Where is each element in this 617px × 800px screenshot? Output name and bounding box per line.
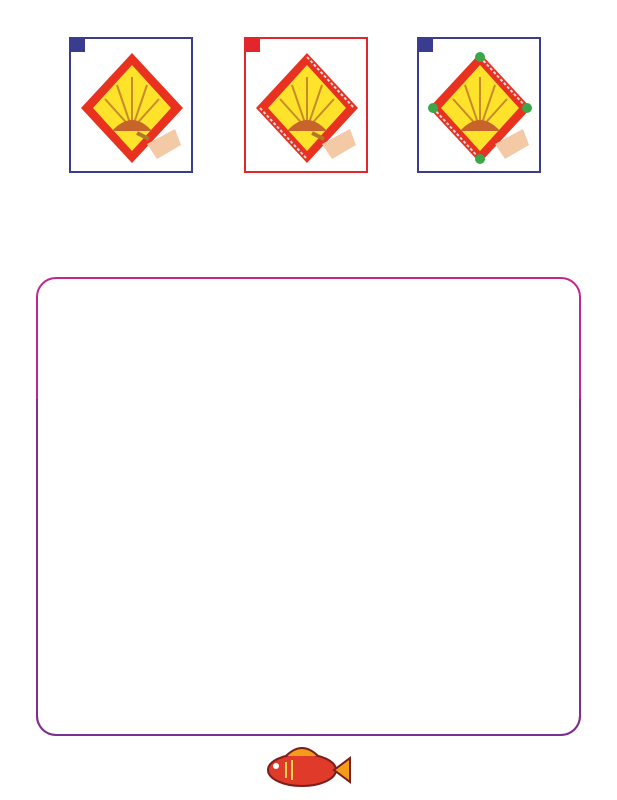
step-4-image-frame [69,37,193,173]
wall-hanging-illustration [77,49,187,167]
step-6-image-frame [417,37,541,173]
wall-hanging-illustration [252,49,362,167]
step-6 [417,37,553,183]
top-handprint-border [0,0,617,36]
wall-hanging-illustration [425,49,535,167]
step-5-image-frame [244,37,368,173]
step-5 [244,37,380,183]
activity-drawing-area[interactable] [36,277,581,736]
fish-page-badge [256,740,352,796]
step-4 [69,37,205,183]
